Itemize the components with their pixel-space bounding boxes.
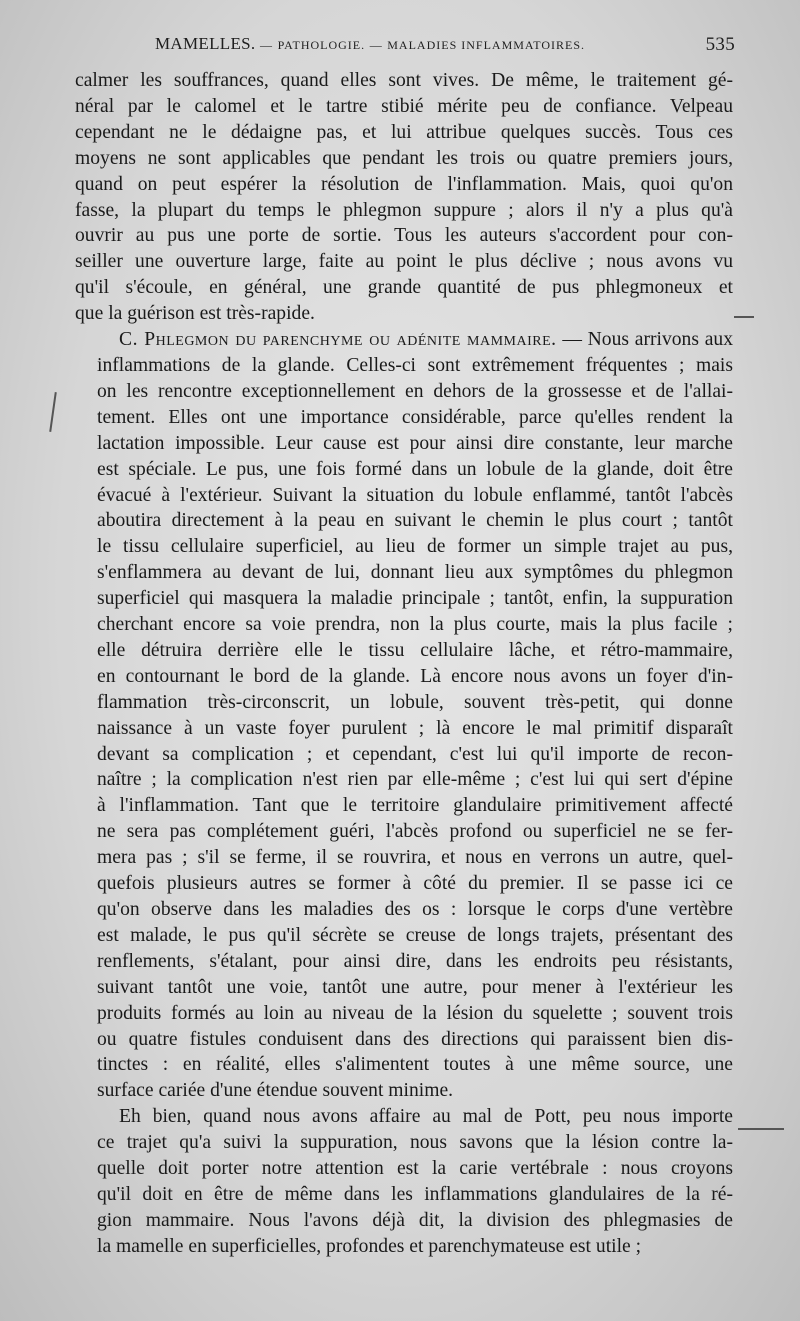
- text-line: [75, 1078, 733, 1104]
- paragraph: [75, 1104, 733, 1259]
- line-text: cependant ne le dédaigne pas, et lui attribue quelques succès. Tous ces: [75, 121, 733, 143]
- line-text: en contournant le bord de la glande. Là encore nous avons un foyer d'in-: [97, 665, 733, 687]
- header-dash-2: —: [369, 38, 383, 52]
- line-text: surface cariée d'une étendue souvent minime.: [97, 1080, 454, 1102]
- line-text: ce trajet qu'a suivi la suppuration, nous savons que la lésion contre la-: [97, 1132, 733, 1154]
- line-text: qu'il doit en être de même dans les inflammations glandulaires de la ré-: [97, 1183, 733, 1205]
- text-line: [75, 975, 733, 1001]
- text-line: [75, 249, 733, 275]
- line-text: quand on peut espérer la résolution de l'inflammation. Mais, quoi qu'on: [75, 173, 733, 195]
- text-line: [75, 1027, 733, 1053]
- line-text: ouvrir au pus une porte de sortie. Tous les auteurs s'accordent pour con-: [75, 225, 733, 247]
- text-line: [75, 949, 733, 975]
- line-text: quelle doit porter notre attention est la carie vertébrale : nous croyons: [97, 1158, 733, 1180]
- text-line: [75, 871, 733, 897]
- text-line: [75, 1001, 733, 1027]
- text-line: [75, 1052, 733, 1078]
- line-text: elle détruira derrière elle le tissu cellulaire lâche, et rétro-mammaire,: [97, 639, 733, 661]
- paragraph: [75, 68, 733, 327]
- text-line: [75, 664, 733, 690]
- line-text: produits formés au loin au niveau de la lésion du squelette ; souvent trois: [97, 1002, 733, 1024]
- line-text: seiller une ouverture large, faite au point le plus déclive ; nous avons vu: [75, 251, 733, 273]
- line-text: évacué à l'extérieur. Suivant la situation du lobule enflammé, tantôt l'abcès: [97, 484, 733, 506]
- margin-pencil-mark-left: [49, 392, 57, 432]
- text-line: [75, 560, 733, 586]
- text-line: [75, 275, 733, 301]
- text-line: [75, 897, 733, 923]
- text-line: [75, 172, 733, 198]
- text-line: [75, 198, 733, 224]
- text-line: [75, 1182, 733, 1208]
- text-line: [75, 767, 733, 793]
- line-text: tinctes : en réalité, elles s'alimentent toutes à une même source, une: [97, 1054, 733, 1076]
- text-line: [75, 483, 733, 509]
- line-text: quefois plusieurs autres se former à côté du premier. Il se passe ici ce: [97, 873, 733, 895]
- page-number: 535: [705, 34, 735, 55]
- line-text: la mamelle en superficielles, profondes et parenchymateuse est utile ;: [97, 1235, 642, 1257]
- margin-pencil-mark-right-bottom: [738, 1128, 784, 1130]
- text-line: [75, 353, 733, 379]
- text-line: [75, 301, 733, 327]
- header-title-sub1: PATHOLOGIE.: [277, 38, 366, 52]
- text-line: [75, 431, 733, 457]
- line-text: à l'inflammation. Tant que le territoire glandulaire primitivement affecté: [97, 795, 733, 817]
- line-text: qu'on observe dans les maladies des os : lorsque le corps d'une vertèbre: [97, 899, 733, 920]
- text-line: [75, 120, 733, 146]
- text-line: [75, 534, 733, 560]
- line-text: moyens ne sont applicables que pendant les trois ou quatre premiers jours,: [75, 147, 733, 169]
- line-text: gion mammaire. Nous l'avons déjà dit, la division des phlegmasies de: [97, 1209, 733, 1231]
- line-text: lactation impossible. Leur cause est pour ainsi dire constante, leur marche: [97, 432, 733, 454]
- header-title-sub2: MALADIES INFLAMMATOIRES.: [387, 38, 586, 52]
- margin-pencil-mark-right-top: [734, 316, 754, 318]
- line-text: est spéciale. Le pus, une fois formé dans un lobule de la glande, doit être: [97, 458, 733, 480]
- header-title-main: MAMELLES.: [155, 34, 256, 53]
- text-line: [75, 327, 733, 353]
- line-text: fasse, la plupart du temps le phlegmon suppure ; alors il n'y a plus qu'à: [75, 199, 733, 221]
- body-text: [75, 68, 733, 1260]
- paragraph: [75, 327, 733, 1104]
- running-title: [155, 34, 585, 54]
- text-line: [75, 638, 733, 664]
- text-line: [75, 742, 733, 768]
- line-text: renflements, s'étalant, pour ainsi dire, dans les endroits peu résistants,: [97, 950, 733, 972]
- line-text: s'enflammera au devant de lui, donnant lieu aux symptômes du phlegmon: [97, 562, 733, 584]
- text-line: [75, 1130, 733, 1156]
- line-text: suivant tantôt une voie, tantôt une autre, pour mener à l'extérieur les: [97, 976, 733, 998]
- line-text: ou quatre fistules conduisent dans des directions qui paraissent bien dis-: [97, 1028, 733, 1050]
- line-text: calmer les souffrances, quand elles sont vives. De même, le traitement gé-: [75, 70, 733, 91]
- text-line: [75, 793, 733, 819]
- text-line: [75, 146, 733, 172]
- line-text: est malade, le pus qu'il sécrète se creuse de longs trajets, présentant des: [97, 924, 733, 946]
- line-text: mera pas ; s'il se ferme, il se rouvrira, et nous en verrons un autre, quel-: [97, 847, 733, 869]
- line-text: qu'il s'écoule, en général, une grande quantité de pus phlegmoneux et: [75, 277, 733, 299]
- line-text: naissance à un vaste foyer purulent ; là encore le mal primitif disparaît: [97, 717, 733, 739]
- text-line: [75, 68, 733, 94]
- line-text: néral par le calomel et le tartre stibié mérite peu de confiance. Velpeau: [75, 95, 733, 117]
- line-text: devant sa complication ; et cependant, c'est lui qu'il importe de recon-: [97, 743, 733, 765]
- text-line: [75, 1156, 733, 1182]
- running-header: [155, 34, 735, 58]
- line-text: que la guérison est très-rapide.: [75, 303, 315, 325]
- section-heading: C. Phlegmon du parenchyme ou adénite mammaire.: [119, 329, 557, 351]
- line-text: aboutira directement à la peau en suivant le chemin le plus court ; tantôt: [97, 510, 733, 532]
- text-line: [75, 508, 733, 534]
- text-line: [75, 690, 733, 716]
- text-line: [75, 379, 733, 405]
- text-line: [75, 1208, 733, 1234]
- text-line: [75, 94, 733, 120]
- line-text: on les rencontre exceptionnellement en dehors de la grossesse et de l'allai-: [97, 380, 733, 402]
- line-text: flammation très-circonscrit, un lobule, souvent très-petit, qui donne: [97, 691, 733, 713]
- text-line: [75, 223, 733, 249]
- line-text: Eh bien, quand nous avons affaire au mal de Pott, peu nous importe: [119, 1106, 733, 1128]
- text-line: [75, 612, 733, 638]
- text-line: [75, 457, 733, 483]
- text-line: [75, 405, 733, 431]
- line-text: superficiel qui masquera la maladie principale ; tantôt, enfin, la suppuration: [97, 588, 733, 610]
- line-text: — Nous arrivons aux: [556, 329, 733, 351]
- line-text: le tissu cellulaire superficiel, au lieu de former un simple trajet au pus,: [97, 536, 733, 558]
- line-text: tement. Elles ont une importance considérable, parce qu'elles rendent la: [97, 406, 733, 428]
- line-text: cherchant encore sa voie prendra, non la plus courte, mais la plus facile ;: [97, 614, 733, 636]
- header-dash-1: —: [260, 38, 274, 52]
- text-line: [75, 716, 733, 742]
- text-line: [75, 586, 733, 612]
- text-line: [75, 845, 733, 871]
- text-line: [75, 1104, 733, 1130]
- text-line: [75, 819, 733, 845]
- text-line: [75, 923, 733, 949]
- text-line: [75, 1234, 733, 1260]
- line-text: naître ; la complication n'est rien par elle-même ; c'est lui qui sert d'épine: [97, 769, 733, 791]
- line-text: inflammations de la glande. Celles-ci sont extrêmement fréquentes ; mais: [97, 354, 733, 376]
- line-text: ne sera pas complétement guéri, l'abcès profond ou superficiel ne se fer-: [97, 821, 733, 843]
